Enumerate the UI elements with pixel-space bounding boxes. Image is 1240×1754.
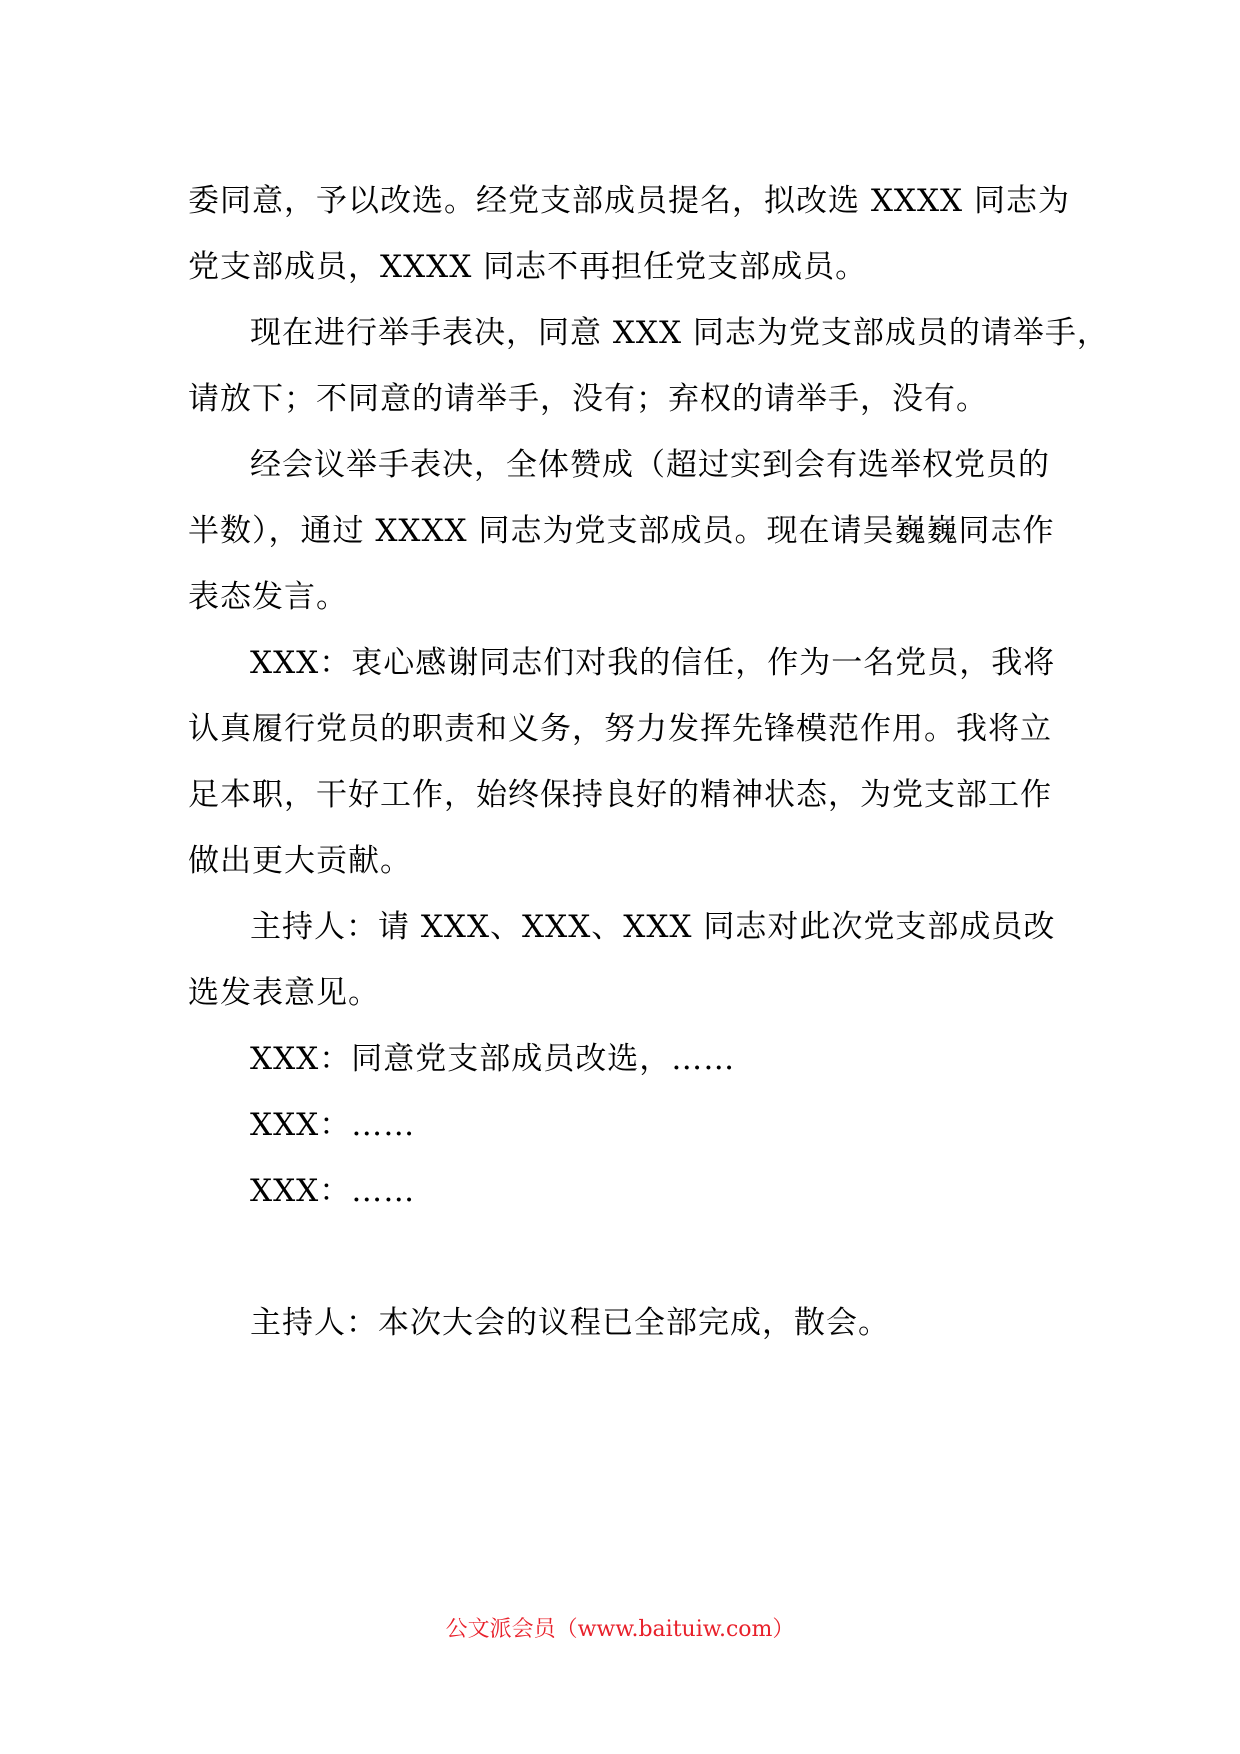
paragraph-start: 主持人：本次大会的议程已全部完成，散会。: [250, 1305, 890, 1341]
paragraph-start: 现在进行举手表决，同意 XXX 同志为党支部成员的请举手，: [250, 315, 1109, 351]
text-line: 半数），通过 XXXX 同志为党支部成员。现在请吴巍巍同志作: [188, 513, 1055, 549]
text-line: 请放下；不同意的请举手，没有；弃权的请举手，没有。: [188, 381, 988, 417]
text-line: 表态发言。: [188, 579, 348, 615]
paragraph-start: XXX：衷心感谢同志们对我的信任，作为一名党员，我将: [250, 645, 1056, 681]
paragraph-start: 主持人：请 XXX、XXX、XXX 同志对此次党支部成员改: [250, 909, 1056, 945]
paragraph-start: XXX：同意党支部成员改选，……: [250, 1041, 736, 1077]
text-line: 认真履行党员的职责和义务，努力发挥先锋模范作用。我将立: [188, 711, 1052, 747]
text-line: 选发表意见。: [188, 975, 380, 1011]
footer-watermark: 公文派会员（www.baituiw.com）: [445, 1617, 795, 1642]
paragraph-start: 经会议举手表决，全体赞成（超过实到会有选举权党员的: [250, 447, 1050, 483]
document-body: [188, 168, 1109, 1356]
text-line: 做出更大贡献。: [188, 843, 412, 879]
blank-line: [188, 1224, 1068, 1290]
text-line: 委同意，予以改选。经党支部成员提名，拟改选 XXXX 同志为: [188, 183, 1070, 219]
text-line: 足本职，干好工作，始终保持良好的精神状态，为党支部工作: [188, 777, 1052, 813]
text-line: 党支部成员，XXXX 同志不再担任党支部成员。: [188, 249, 868, 285]
paragraph-start: XXX：……: [250, 1107, 416, 1143]
paragraph-start: XXX：……: [250, 1173, 416, 1209]
